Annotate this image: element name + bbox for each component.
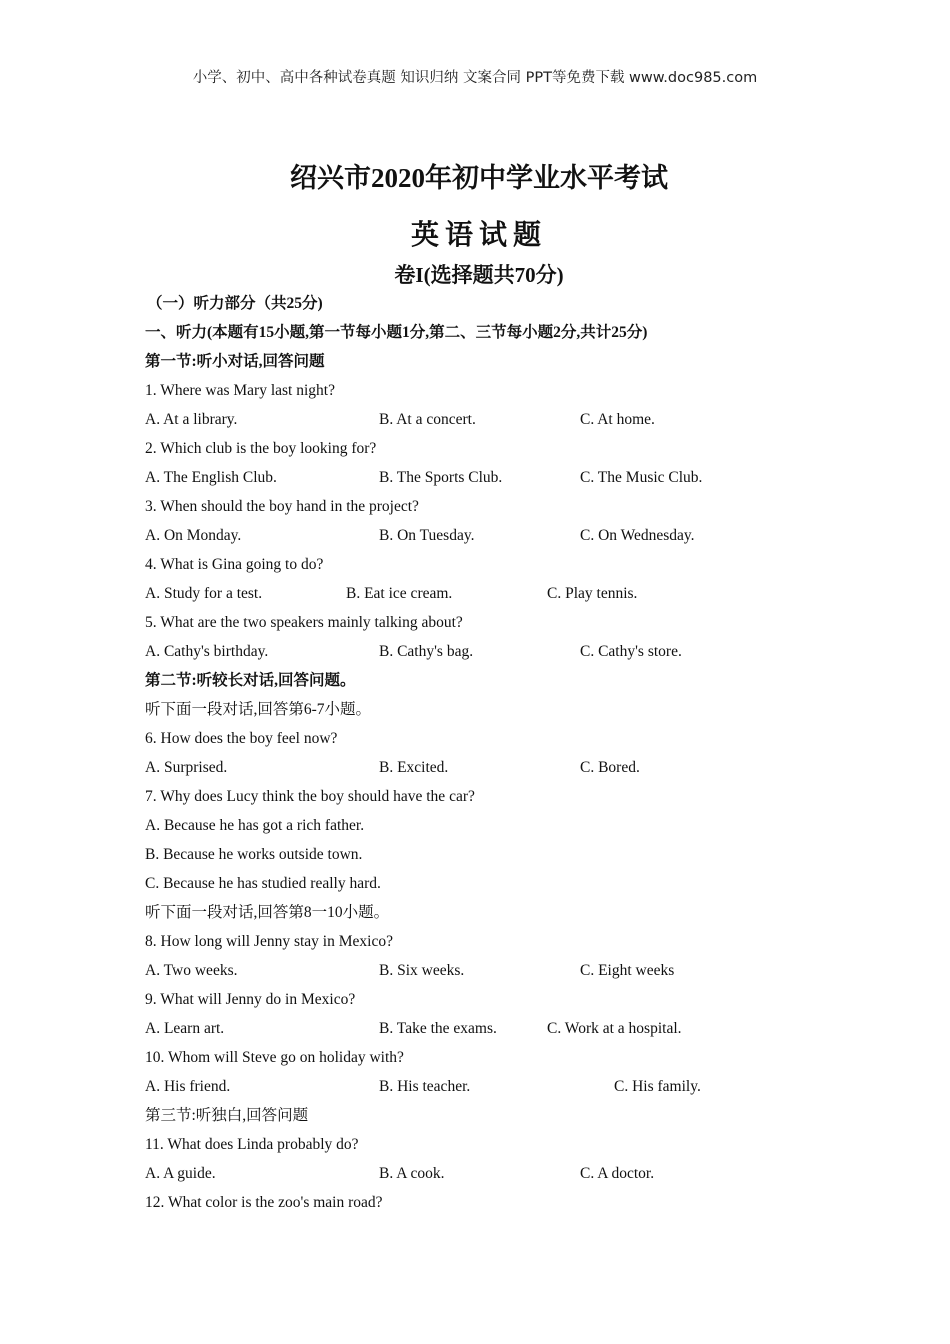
q6-option-b: B. Excited. bbox=[379, 759, 449, 776]
q7-option-b: B. Because he works outside town. bbox=[145, 846, 363, 863]
question-1: 1. Where was Mary last night? bbox=[145, 382, 335, 399]
exam-title: 绍兴市2020年初中学业水平考试 bbox=[290, 163, 668, 193]
q10-option-a: A. His friend. bbox=[145, 1078, 231, 1095]
q11-option-b: B. A cook. bbox=[379, 1165, 445, 1182]
q7-option-c: C. Because he has studied really hard. bbox=[145, 875, 381, 892]
part3-heading: 第三节:听独白,回答问题 bbox=[145, 1107, 309, 1124]
q3-option-b: B. On Tuesday. bbox=[379, 527, 475, 544]
question-12: 12. What color is the zoo's main road? bbox=[145, 1194, 383, 1211]
question-4: 4. What is Gina going to do? bbox=[145, 556, 324, 573]
question-5: 5. What are the two speakers mainly talking about? bbox=[145, 614, 463, 631]
question-2: 2. Which club is the boy looking for? bbox=[145, 440, 377, 457]
q8-option-a: A. Two weeks. bbox=[145, 962, 238, 979]
q2-option-c: C. The Music Club. bbox=[580, 469, 703, 486]
q5-option-c: C. Cathy's store. bbox=[580, 643, 682, 660]
question-6: 6. How does the boy feel now? bbox=[145, 730, 338, 747]
part2-instruction-b: 听下面一段对话,回答第8一10小题。 bbox=[145, 904, 390, 921]
question-9: 9. What will Jenny do in Mexico? bbox=[145, 991, 356, 1008]
q11-option-c: C. A doctor. bbox=[580, 1165, 655, 1182]
q8-option-b: B. Six weeks. bbox=[379, 962, 465, 979]
q4-option-b: B. Eat ice cream. bbox=[346, 585, 453, 602]
q2-option-b: B. The Sports Club. bbox=[379, 469, 503, 486]
q9-option-b: B. Take the exams. bbox=[379, 1020, 497, 1037]
q7-option-a: A. Because he has got a rich father. bbox=[145, 817, 365, 834]
q6-option-c: C. Bored. bbox=[580, 759, 640, 776]
q10-option-c: C. His family. bbox=[614, 1078, 701, 1095]
question-11: 11. What does Linda probably do? bbox=[145, 1136, 359, 1153]
q9-option-a: A. Learn art. bbox=[145, 1020, 225, 1037]
question-3: 3. When should the boy hand in the project? bbox=[145, 498, 419, 515]
q9-option-c: C. Work at a hospital. bbox=[547, 1020, 682, 1037]
q1-option-b: B. At a concert. bbox=[379, 411, 476, 428]
subject-title: 英语试题 bbox=[410, 220, 547, 251]
part2-instruction-a: 听下面一段对话,回答第6-7小题。 bbox=[145, 701, 372, 718]
part2-heading: 第二节:听较长对话,回答问题。 bbox=[145, 672, 356, 689]
q2-option-a: A. The English Club. bbox=[145, 469, 277, 486]
q1-option-c: C. At home. bbox=[580, 411, 655, 428]
q6-option-a: A. Surprised. bbox=[145, 759, 228, 776]
q4-option-a: A. Study for a test. bbox=[145, 585, 263, 602]
q5-option-a: A. Cathy's birthday. bbox=[145, 643, 269, 660]
q1-option-a: A. At a library. bbox=[145, 411, 238, 428]
part1-heading: 第一节:听小对话,回答问题 bbox=[145, 353, 325, 370]
listening-intro: 一、听力(本题有15小题,第一节每小题1分,第二、三节每小题2分,共计25分) bbox=[145, 324, 648, 341]
q10-option-b: B. His teacher. bbox=[379, 1078, 471, 1095]
listening-heading: （一）听力部分（共25分) bbox=[147, 295, 323, 312]
q8-option-c: C. Eight weeks bbox=[580, 962, 675, 979]
q11-option-a: A. A guide. bbox=[145, 1165, 216, 1182]
q5-option-b: B. Cathy's bag. bbox=[379, 643, 474, 660]
question-7: 7. Why does Lucy think the boy should have the car? bbox=[145, 788, 475, 805]
question-8: 8. How long will Jenny stay in Mexico? bbox=[145, 933, 393, 950]
question-10: 10. Whom will Steve go on holiday with? bbox=[145, 1049, 404, 1066]
q3-option-a: A. On Monday. bbox=[145, 527, 242, 544]
q3-option-c: C. On Wednesday. bbox=[580, 527, 695, 544]
q4-option-c: C. Play tennis. bbox=[547, 585, 638, 602]
part-title: 卷I(选择题共70分) bbox=[394, 263, 564, 287]
site-banner: 小学、初中、高中各种试卷真题 知识归纳 文案合同 PPT等免费下载 www.doc985.com bbox=[192, 70, 758, 86]
